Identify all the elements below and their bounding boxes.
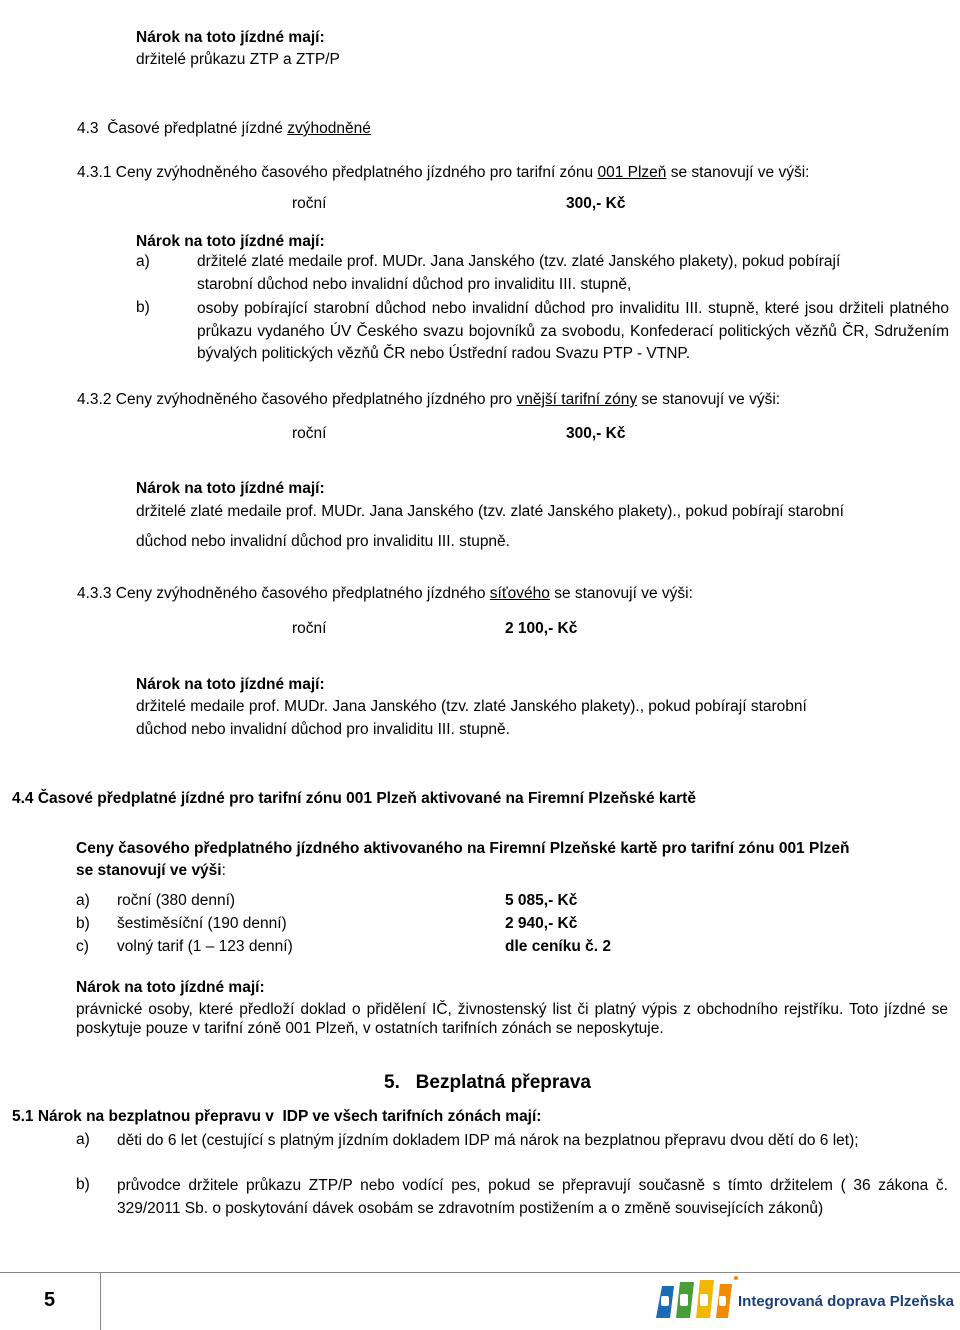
- logo-text: Integrovaná doprava Plzeňska: [738, 1293, 954, 1310]
- heading-part: 4.3.3 Ceny zvýhodněného časového předplatného jízdného: [77, 585, 490, 602]
- price: 300,- Kč: [566, 195, 626, 212]
- heading-part: se stanovují ve výši:: [666, 164, 810, 181]
- list-text: starobní důchod nebo invalidní důchod pro invaliditu III. stupně,: [197, 276, 632, 293]
- list-letter: a): [136, 253, 150, 270]
- section-heading-4-3: [77, 119, 371, 138]
- footer-divider: [0, 1272, 960, 1273]
- heading-underlined: síťového: [489, 585, 550, 602]
- list-letter: a): [76, 1131, 90, 1148]
- list-letter: c): [76, 938, 89, 955]
- price: 2 100,- Kč: [505, 620, 578, 637]
- list-letter: b): [136, 299, 150, 316]
- list-text: průvodce držitele průkazu ZTP/P nebo vodící pes, pokud se přepravují současně s tímto držitelem ( 36 zákona č. 329/2011 Sb. o poskytování dávek osobám se zdravotním postižením a o změně souvisejících zákonů): [117, 1177, 948, 1217]
- period-label: roční: [292, 620, 327, 637]
- heading-part: se stanovují ve výši:: [549, 585, 693, 602]
- section-heading-5-1: 5.1 Nárok na bezplatnou přepravu v IDP ve všech tarifních zónách mají:: [12, 1108, 542, 1125]
- claim-text: držitelé medaile prof. MUDr. Jana Janského (tzv. zlaté Janského plakety)., pokud pobírají starobní: [136, 698, 807, 715]
- tariff-price: 2 940,- Kč: [505, 915, 578, 932]
- claim-text: držitelé průkazu ZTP a ZTP/P: [136, 51, 340, 68]
- claim-label: Nárok na toto jízdné mají:: [136, 29, 325, 46]
- list-text: děti do 6 let (cestující s platným jízdním dokladem IDP má nárok na bezplatnou přepravu dvou dětí do 6 let);: [117, 1132, 859, 1149]
- intro-text: Ceny časového předplatného jízdného aktivovaného na Firemní Plzeňské kartě pro tarifní zónu 001 Plzeň: [76, 840, 850, 857]
- heading-part: 4.3.1 Ceny zvýhodněného časového předplatného jízdného pro tarifní zónu: [77, 164, 598, 181]
- period-label: roční: [292, 425, 327, 442]
- list-text: držitelé zlaté medaile prof. MUDr. Jana Janského (tzv. zlaté Janského plakety), pokud pobírají: [197, 253, 841, 270]
- section-number: 4.3: [77, 120, 99, 137]
- section-heading-4-3-1: [77, 163, 809, 182]
- list-letter: a): [76, 892, 90, 909]
- heading-underlined: 001 Plzeň: [597, 164, 667, 181]
- heading-underlined: vnější tarifní zóny: [516, 391, 638, 408]
- claim-label: Nárok na toto jízdné mají:: [136, 676, 325, 693]
- heading-part: se stanovují ve výši:: [637, 391, 781, 408]
- intro-text: [76, 861, 226, 880]
- tariff-label: šestiměsíční (190 denní): [117, 915, 287, 932]
- list-letter: b): [76, 1176, 90, 1193]
- tariff-label: roční (380 denní): [117, 892, 236, 909]
- tariff-price: 5 085,- Kč: [505, 892, 578, 909]
- intro-colon: :: [221, 862, 226, 879]
- claim-text: právnické osoby, které předloží doklad o přidělení IČ, živnostenský list či platný výpis z obchodního rejstříku. Toto jízdné se poskytuje pouze v tarifní zóně 001 Plzeň, v ostatních tarifních zónách se neposkytuje.: [76, 1001, 948, 1037]
- section-heading-4-4: 4.4 Časové předplatné jízdné pro tarifní zónu 001 Plzeň aktivované na Firemní Plzeňské kartě: [12, 790, 696, 807]
- section-heading-4-3-3: [77, 584, 693, 603]
- claim-text: důchod nebo invalidní důchod pro invaliditu III. stupně.: [136, 533, 510, 550]
- bus-tram-icon: [650, 1274, 746, 1324]
- section-title-underlined: zvýhodněné: [287, 120, 371, 137]
- page-number: 5: [44, 1289, 56, 1311]
- section-title: Časové předplatné jízdné: [107, 120, 288, 137]
- footer-logo: [650, 1274, 954, 1326]
- claim-label: Nárok na toto jízdné mají:: [76, 979, 265, 996]
- heading-part: 4.3.2 Ceny zvýhodněného časového předplatného jízdného pro: [77, 391, 517, 408]
- claim-text: držitelé zlaté medaile prof. MUDr. Jana Janského (tzv. zlaté Janského plakety)., pokud pobírají starobní: [136, 503, 844, 520]
- tariff-label: volný tarif (1 – 123 denní): [117, 938, 293, 955]
- list-letter: b): [76, 915, 90, 932]
- list-text: osoby pobírající starobní důchod nebo invalidní důchod pro invaliditu III. stupně, které jsou držiteli platného průkazu vydaného ÚV Českého svazu bojovníků za svobodu, Konfederací politických vězňů ČR, Sdružením bývalých politických vězňů ČR nebo Ústřední radou Svazu PTP - VTNP.: [197, 300, 949, 362]
- price: 300,- Kč: [566, 425, 626, 442]
- footer-vertical-divider: [100, 1272, 101, 1330]
- tariff-price: dle ceníku č. 2: [505, 938, 611, 955]
- period-label: roční: [292, 195, 327, 212]
- intro-bold: se stanovují ve výši: [76, 862, 222, 879]
- section-heading-4-3-2: [77, 390, 780, 409]
- claim-label: Nárok na toto jízdné mají:: [136, 480, 325, 497]
- claim-label: Nárok na toto jízdné mají:: [136, 233, 325, 250]
- chapter-heading-5: 5. Bezplatná přeprava: [384, 1072, 591, 1093]
- claim-text: důchod nebo invalidní důchod pro invaliditu III. stupně.: [136, 721, 510, 738]
